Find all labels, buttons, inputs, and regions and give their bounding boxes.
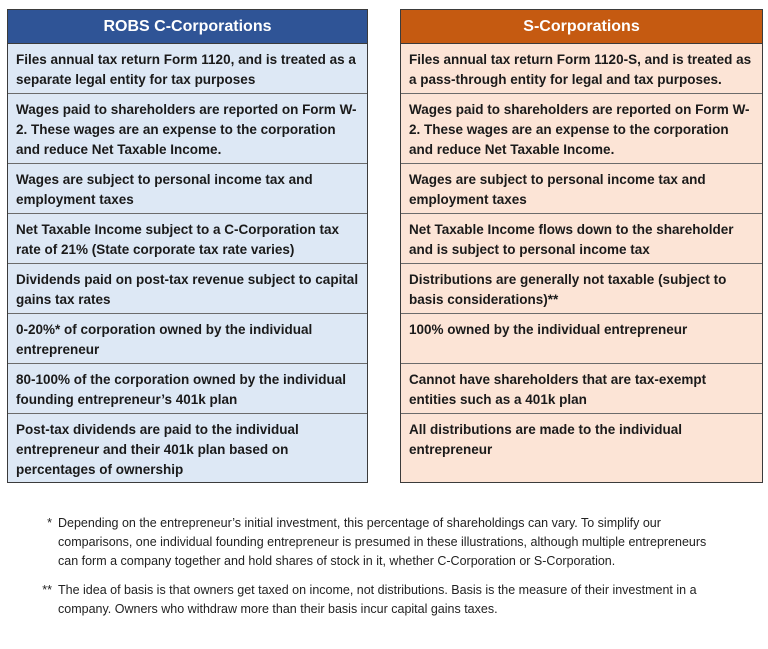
- table-row: Post-tax dividends are paid to the individual entrepreneur and their 401k plan based on percentages of ownership: [8, 414, 367, 482]
- table-row: Wages are subject to personal income tax and employment taxes: [401, 164, 762, 214]
- table-header: S-Corporations: [401, 10, 762, 44]
- table-row: 0-20%* of corporation owned by the individual entrepreneur: [8, 314, 367, 364]
- table-row: Net Taxable Income flows down to the shareholder and is subject to personal income tax: [401, 214, 762, 264]
- table-row: 100% owned by the individual entrepreneur: [401, 314, 762, 364]
- table-row: Files annual tax return Form 1120-S, and is treated as a pass-through entity for legal and tax purposes.: [401, 44, 762, 94]
- table-row: Dividends paid on post-tax revenue subject to capital gains tax rates: [8, 264, 367, 314]
- table-row: 80-100% of the corporation owned by the individual founding entrepreneur’s 401k plan: [8, 364, 367, 414]
- table-row: Distributions are generally not taxable (subject to basis considerations)**: [401, 264, 762, 314]
- table-row: Wages paid to shareholders are reported on Form W-2. These wages are an expense to the corporation and reduce Net Taxable Income.: [401, 94, 762, 164]
- table-row: Wages paid to shareholders are reported on Form W-2. These wages are an expense to the corporation and reduce Net Taxable Income.: [8, 94, 367, 164]
- footnote-text: The idea of basis is that owners get taxed on income, not distributions. Basis is the measure of their investment in a company. Owners who withdraw more than their basis incur capital gains taxes.: [58, 583, 697, 616]
- table-row: Net Taxable Income subject to a C-Corporation tax rate of 21% (State corporate tax rate varies): [8, 214, 367, 264]
- footnotes: [42, 514, 712, 629]
- footnote-text: Depending on the entrepreneur’s initial investment, this percentage of shareholdings can vary. To simplify our comparisons, one individual founding entrepreneur is presumed in these illustrations, although multiple entrepreneurs can form a company together and hold shares of stock in it, whether C-Corporation or S-Corporation.: [58, 516, 707, 568]
- s-corporations-table: [400, 9, 763, 483]
- table-header: ROBS C-Corporations: [8, 10, 367, 44]
- robs-c-corporations-table: [7, 9, 368, 483]
- table-row: All distributions are made to the individual entrepreneur: [401, 414, 762, 482]
- table-row: Wages are subject to personal income tax and employment taxes: [8, 164, 367, 214]
- table-row: Files annual tax return Form 1120, and is treated as a separate legal entity for tax purposes: [8, 44, 367, 94]
- table-row: Cannot have shareholders that are tax-exempt entities such as a 401k plan: [401, 364, 762, 414]
- footnote-mark: **: [42, 583, 52, 597]
- footnote-double-asterisk: [42, 581, 712, 619]
- footnote-single-asterisk: [47, 514, 712, 571]
- footnote-mark: *: [47, 516, 52, 530]
